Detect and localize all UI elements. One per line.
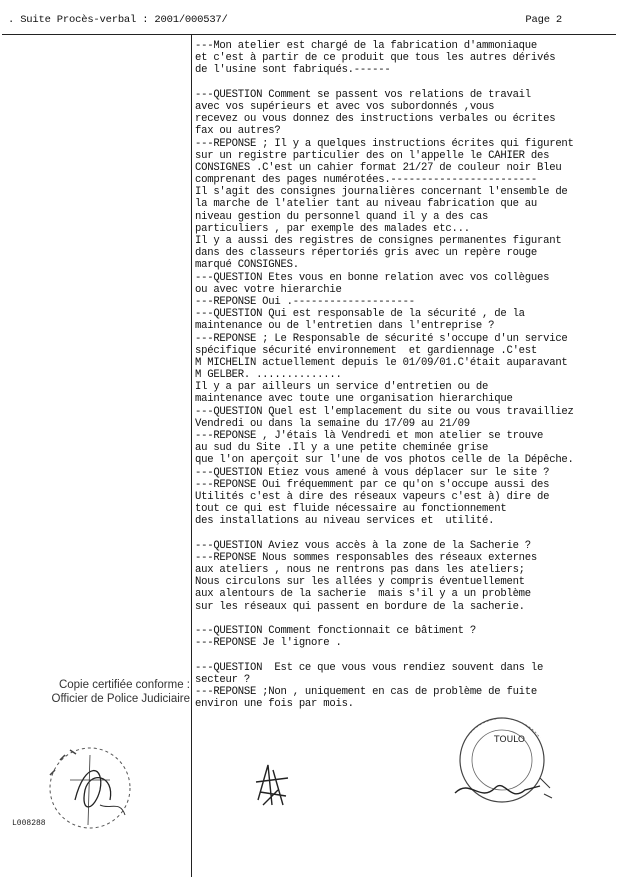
statement-line	[195, 77, 617, 89]
statement-line: maintenance ou de l'entretien dans l'entreprise ?	[195, 320, 495, 333]
statement-line: sur un registre particulier des on l'appelle le CAHIER des	[195, 149, 550, 162]
official-stamp-left	[30, 730, 140, 840]
statement-line: sur les réseaux qui passent en bordure de la sacherie.	[195, 600, 525, 613]
statement-line: ---QUESTION Comment fonctionnait ce bâtiment ?	[195, 625, 476, 637]
official-stamp-right	[440, 708, 560, 818]
header-rule	[2, 34, 616, 35]
statement-line: ---QUESTION Aviez vous accès à la zone de la Sacherie ?	[195, 539, 531, 552]
statement-line: Vendredi ou dans la semaine du 17/09 au 21/09	[195, 417, 470, 430]
stamp-city-text: TOULO	[494, 735, 525, 745]
statement-line: Il y a aussi des registres de consignes permanentes figurant	[195, 235, 562, 247]
statement-line: ---REPONSE ; Il y a quelques instructions écrites qui figurent	[195, 137, 574, 150]
statement-line: ou avec votre hierarchie	[195, 283, 342, 296]
statement-line: aux ateliers , nous ne rentrons pas dans les ateliers;	[195, 564, 525, 577]
statement-body	[195, 40, 617, 710]
statement-line	[195, 613, 617, 625]
statement-line: tout ce qui est fluide nécessaire au fonctionnement	[195, 503, 507, 516]
statement-line: des installations au niveau services et utilité.	[195, 515, 495, 528]
statement-line: marqué CONSIGNES.	[195, 259, 299, 272]
statement-line: CONSIGNES .C'est un cahier format 21/27 de couleur noir Bleu	[195, 161, 562, 174]
document-code: L008288	[12, 819, 46, 828]
statement-line: ---QUESTION Est ce que vous vous rendiez souvent dans le	[195, 661, 544, 674]
statement-line: comprenant des pages numérotées.------------------------	[195, 174, 538, 187]
statement-line: avec vos supérieurs et avec vos subordonnés ,vous	[195, 100, 495, 113]
statement-line: M GELBER. ..............	[195, 369, 342, 382]
signature-center	[248, 760, 298, 810]
certification-block	[16, 678, 190, 706]
page-number: Page 2	[525, 14, 562, 26]
statement-line	[195, 649, 617, 661]
margin-rule	[191, 35, 192, 877]
statement-line: ---QUESTION Qui est responsable de la sécurité , de la	[195, 308, 525, 321]
statement-line: maintenance avec toute une organisation hierarchique	[195, 393, 513, 406]
statement-line: ---REPONSE ; Le Responsable de sécurité s'occupe d'un service	[195, 332, 568, 345]
statement-line: ---REPONSE Oui fréquemment par ce qu'on s'occupe aussi des	[195, 478, 550, 491]
statement-line	[195, 528, 617, 540]
document-title: . Suite Procès-verbal : 2001/000537/	[8, 14, 228, 26]
statement-line: spécifique sécurité environnement et gardiennage .C'est	[195, 344, 538, 357]
statement-line: ---QUESTION Etiez vous amené à vous déplacer sur le site ?	[195, 466, 550, 479]
statement-line: M MICHELIN actuellement depuis le 01/09/01.C'était auparavant	[195, 356, 568, 369]
certification-line-2: Officier de Police Judiciaire	[51, 693, 190, 705]
statement-line: Il y a par ailleurs un service d'entretien ou de	[195, 381, 489, 394]
statement-line: ---QUESTION Comment se passent vos relations de travail	[195, 88, 531, 101]
statement-line: ---QUESTION Etes vous en bonne relation avec vos collègues	[195, 271, 550, 284]
statement-line: environ une fois par mois.	[195, 698, 354, 711]
statement-line: particuliers , par exemple des malades etc...	[195, 222, 470, 235]
statement-line: au sud du Site .Il y a une petite cheminée grise	[195, 442, 489, 455]
statement-line: ---QUESTION Quel est l'emplacement du site ou vous travailliez	[195, 405, 574, 418]
statement-line: que l'on aperçoit sur l'une de vos photos celle de la Dépêche.	[195, 454, 574, 467]
statement-line: ---REPONSE Nous sommes responsables des réseaux externes	[195, 551, 538, 564]
statement-line: ---REPONSE Oui .--------------------	[195, 295, 415, 308]
statement-line: aux alentours de la sacherie mais s'il y a un problème	[195, 588, 531, 601]
statement-line: ---REPONSE Je l'ignore .	[195, 637, 342, 650]
statement-line: ---REPONSE ;Non , uniquement en cas de problème de fuite	[195, 685, 538, 698]
certification-line-1: Copie certifiée conforme :	[58, 679, 190, 691]
statement-line: niveau gestion du personnel quand il y a des cas	[195, 210, 489, 223]
statement-line: secteur ?	[195, 673, 250, 686]
statement-line: Utilités c'est à dire des réseaux vapeurs c'est à) dire de	[195, 490, 550, 503]
statement-line: Nous circulons sur les allées y compris éventuellement	[195, 576, 525, 589]
statement-line: recevez ou vous donnez des instructions verbales ou écrites	[195, 113, 556, 126]
statement-line: dans des classeurs répertoriés gris avec un repère rouge	[195, 247, 538, 260]
statement-line: ---Mon atelier est chargé de la fabrication d'ammoniaque	[195, 40, 538, 52]
statement-line: et c'est à partir de ce produit que tous les autres dérivés	[195, 52, 556, 65]
statement-line: Il s'agit des consignes journalières concernant l'ensemble de	[195, 186, 568, 199]
statement-line: de l'usine sont fabriqués.------	[195, 64, 391, 77]
statement-line: la marche de l'atelier tant au niveau fabrication que au	[195, 198, 538, 211]
page-header	[8, 14, 610, 30]
statement-line: ---REPONSE , J'étais là Vendredi et mon atelier se trouve	[195, 430, 544, 442]
statement-line: fax ou autres?	[195, 125, 281, 138]
